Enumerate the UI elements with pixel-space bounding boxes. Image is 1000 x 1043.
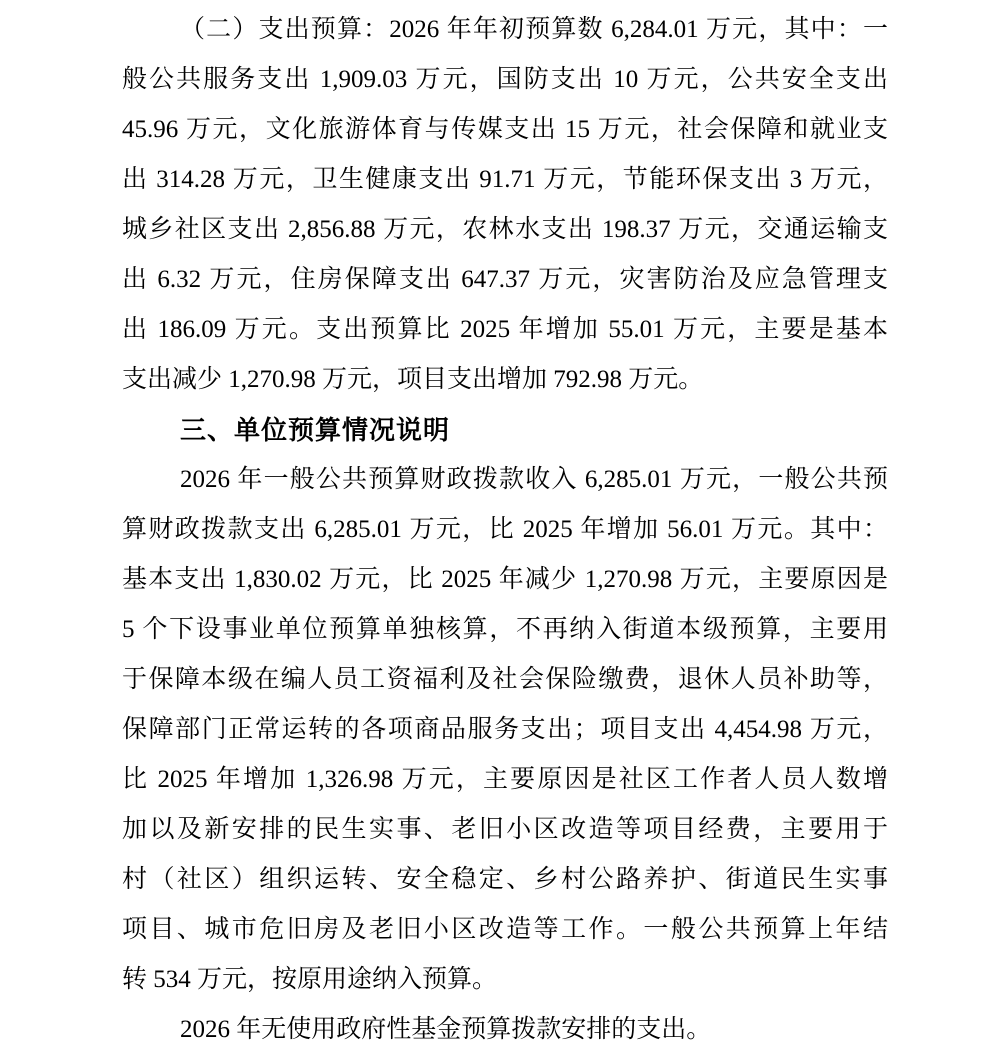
section-heading-text: 三、单位预算情况说明 [180,415,451,445]
text-line: 项目、城市危旧房及老旧小区改造等工作。一般公共预算上年结 [122,916,888,943]
text-line: 2026 年无使用政府性基金预算拨款安排的支出。 [180,1016,712,1043]
text-line: 于保障本级在编人员工资福利及社会保险缴费，退休人员补助等， [122,666,888,693]
text-line: （二）支出预算：2026 年年初预算数 6,284.01 万元，其中：一 [180,16,888,43]
text-line: 2026 年一般公共预算财政拨款收入 6,285.01 万元，一般公共预 [180,466,888,493]
text-line: 加以及新安排的民生实事、老旧小区改造等项目经费，主要用于 [122,816,888,843]
text-line: 保障部门正常运转的各项商品服务支出；项目支出 4,454.98 万元， [122,716,888,743]
text-line: 般公共服务支出 1,909.03 万元，国防支出 10 万元，公共安全支出 [122,66,888,93]
text-line: 比 2025 年增加 1,326.98 万元，主要原因是社区工作者人员人数增 [122,766,888,793]
budget-explanation-paragraph [122,455,888,1005]
text-line: 5 个下设事业单位预算单独核算，不再纳入街道本级预算，主要用 [122,616,888,643]
text-line: 转 534 万元，按原用途纳入预算。 [122,966,498,993]
text-line: 支出减少 1,270.98 万元，项目支出增加 792.98 万元。 [122,366,704,393]
text-line: 算财政拨款支出 6,285.01 万元，比 2025 年增加 56.01 万元。其中： [122,516,888,543]
section-heading [122,405,888,455]
text-line: 出 186.09 万元。支出预算比 2025 年增加 55.01 万元，主要是基本 [122,316,888,343]
text-line: 城乡社区支出 2,856.88 万元，农林水支出 198.37 万元，交通运输支 [122,216,888,243]
text-line: 基本支出 1,830.02 万元，比 2025 年减少 1,270.98 万元，主要原因是 [122,566,888,593]
text-line: 45.96 万元，文化旅游体育与传媒支出 15 万元，社会保障和就业支 [122,116,888,143]
text-line: 村（社区）组织运转、安全稳定、乡村公路养护、街道民生实事 [122,866,888,893]
expenditure-budget-paragraph [122,5,888,405]
government-fund-paragraph [122,1005,888,1043]
text-line: 出 6.32 万元，住房保障支出 647.37 万元，灾害防治及应急管理支 [122,266,888,293]
text-line: 出 314.28 万元，卫生健康支出 91.71 万元，节能环保支出 3 万元， [122,166,888,193]
